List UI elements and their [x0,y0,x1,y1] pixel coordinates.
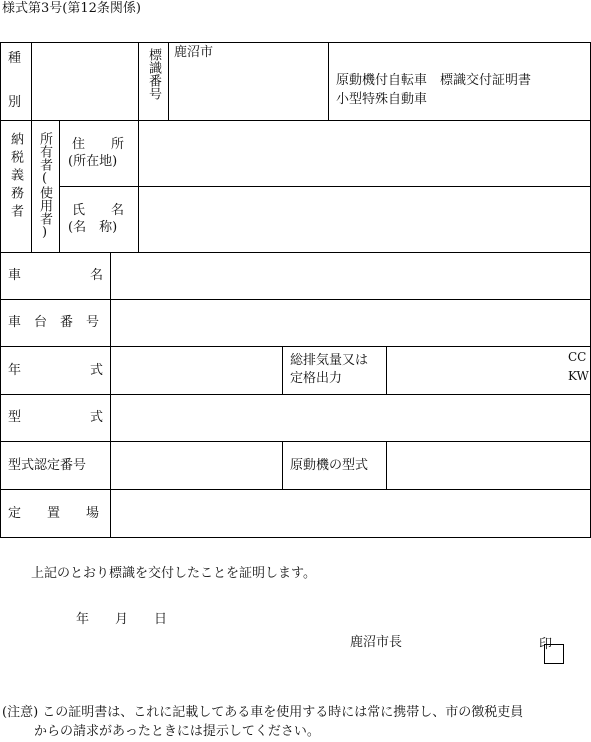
note-line1: (注意) この証明書は、これに記載してある車を使用する時には常に携帯し、市の徴税吏員 [2,705,524,720]
col-divider [138,120,139,252]
owner-label: 所有者(使用者) [37,132,52,240]
col-divider [110,252,111,537]
col-divider [282,441,283,489]
address-label-line1: 住 所 [72,137,125,152]
taxpayer-label: 納税義務者 [8,132,23,222]
col-divider [328,42,329,120]
row-divider [0,441,591,442]
seal-label: 印 [539,637,553,652]
col-divider [386,346,387,394]
row-divider [0,252,591,253]
seal-box [544,644,564,664]
certificate-title-line2: 小型特殊自動車 [336,92,428,107]
row-divider [0,299,591,300]
col-divider [168,42,169,120]
displacement-label-line2: 定格出力 [290,371,343,386]
issue-date: 年 月 日 [76,612,168,627]
name-label-line2: (名 称) [68,220,118,235]
kind-label-bottom: 別 [8,95,22,110]
address-label-line2: (所在地) [68,154,118,169]
kind-label-top: 種 [8,51,22,66]
displacement-label-line1: 総排気量又は [290,353,369,368]
model-label-b: 式 [90,410,104,425]
certification-statement: 上記のとおり標識を交付したことを証明します。 [31,566,316,581]
col-divider [31,120,32,252]
unit-kw: KW [568,369,589,383]
storage-location-label: 定 置 場 [8,506,100,521]
engine-model-label: 原動機の型式 [290,458,369,473]
row-divider [0,394,591,395]
model-year-label-a: 年 [8,363,22,378]
table-border-left [0,42,1,538]
row-divider [0,346,591,347]
certificate-title-line1: 原動機付自転車 標識交付証明書 [336,73,532,88]
note-line2: からの請求があったときには提示してください。 [34,724,320,739]
row-divider [0,489,591,490]
row-divider [0,120,591,121]
col-divider [282,346,283,394]
chassis-number-label: 車 台 番 号 [8,315,100,330]
plate-number-label: 標識番号 [146,48,161,100]
vehicle-name-label-a: 車 [8,268,22,283]
table-border-bottom [0,537,591,538]
vehicle-name-label-b: 名 [90,268,104,283]
form-number: 様式第3号(第12条関係) [2,1,141,16]
col-divider [386,441,387,489]
unit-cc: CC [568,350,587,364]
col-divider [138,42,139,120]
type-approval-label: 型式認定番号 [8,458,87,473]
model-label-a: 型 [8,410,22,425]
city-name: 鹿沼市 [174,45,214,60]
model-year-label-b: 式 [90,363,104,378]
col-divider [59,120,60,252]
name-label-line1: 氏 名 [72,203,125,218]
col-divider [31,42,32,120]
mayor-title: 鹿沼市長 [350,635,403,650]
table-border-top [0,42,591,43]
